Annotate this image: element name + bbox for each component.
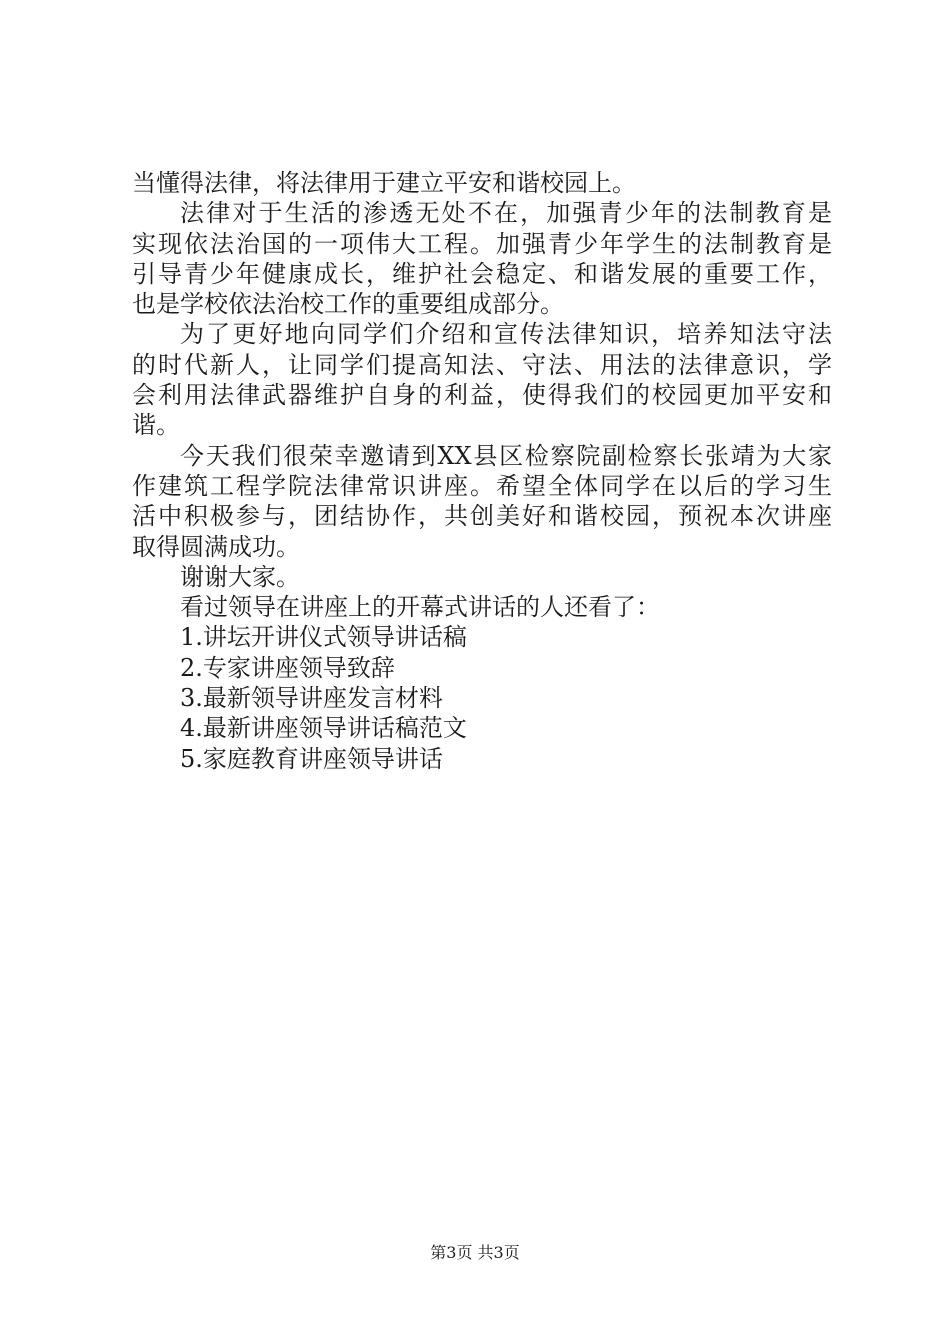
text-line: 4.最新讲座领导讲话稿范文 <box>180 714 467 743</box>
text-line: 今天我们很荣幸邀请到XX县区检察院副检察长张靖为大家 <box>180 441 832 470</box>
text-line: 也是学校依法治校工作的重要组成部分。 <box>132 290 564 319</box>
text-line: 谐。 <box>132 411 180 440</box>
text-line: 引导青少年健康成长，维护社会稳定、和谐发展的重要工作， <box>132 259 832 288</box>
text-line: 5.家庭教育讲座领导讲话 <box>180 744 443 773</box>
text-line: 的时代新人，让同学们提高知法、守法、用法的法律意识，学 <box>132 350 832 379</box>
document-body <box>132 168 832 774</box>
text-line: 法律对于生活的渗透无处不在，加强青少年的法制教育是 <box>180 199 832 228</box>
text-line: 为了更好地向同学们介绍和宣传法律知识，培养知法守法 <box>180 320 832 349</box>
text-line: 看过领导在讲座上的开幕式讲话的人还看了： <box>180 593 660 622</box>
text-line: 作建筑工程学院法律常识讲座。希望全体同学在以后的学习生 <box>132 471 832 500</box>
text-line: 实现依法治国的一项伟大工程。加强青少年学生的法制教育是 <box>132 229 832 258</box>
text-line: 当懂得法律，将法律用于建立平安和谐校园上。 <box>132 169 636 197</box>
text-line: 2.专家讲座领导致辞 <box>180 653 395 682</box>
text-line: 取得圆满成功。 <box>132 532 300 561</box>
text-line: 活中积极参与，团结协作，共创美好和谐校园，预祝本次讲座 <box>132 502 832 531</box>
text-line: 1.讲坛开讲仪式领导讲话稿 <box>180 623 467 652</box>
text-line: 谢谢大家。 <box>180 562 300 591</box>
page-footer: 第3页 共3页 <box>430 1243 520 1262</box>
text-line: 会利用法律武器维护自身的利益，使得我们的校园更加平安和 <box>132 381 832 410</box>
text-line: 3.最新领导讲座发言材料 <box>180 684 443 713</box>
